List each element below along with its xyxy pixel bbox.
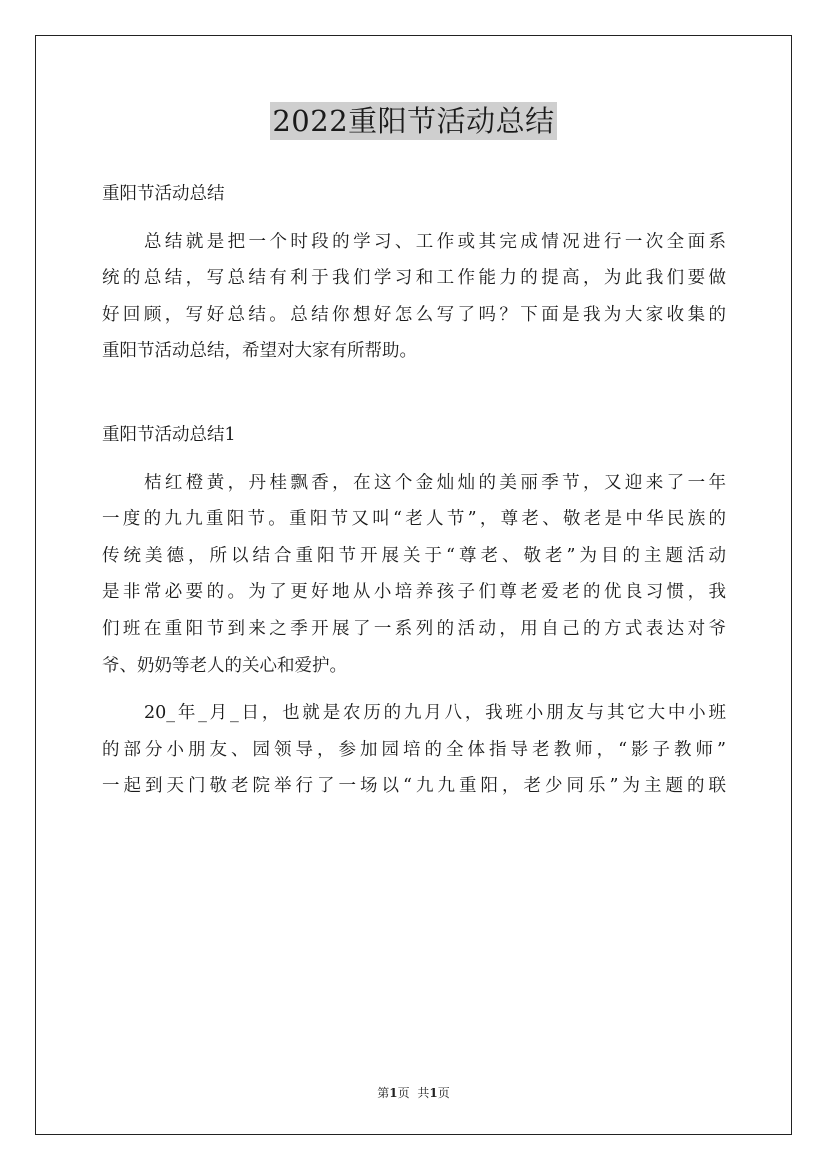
paragraph-line: 一度的九九重阳节。重阳节又叫“老人节”，尊老、敬老是中华民族的 [102, 509, 726, 530]
section1-paragraph-1 [102, 465, 726, 685]
footer-total-prefix: 共 [417, 1086, 430, 1100]
paragraph-line: 是非常必要的。为了更好地从小培养孩子们尊老爱老的优良习惯，我 [102, 582, 726, 603]
section1-paragraph-2 [102, 695, 726, 805]
section-heading: 重阳节活动总结1 [102, 424, 236, 445]
subtitle: 重阳节活动总结 [102, 184, 225, 204]
footer-prefix: 第 [377, 1086, 390, 1100]
paragraph-line: 总结就是把一个时段的学习、工作或其完成情况进行一次全面系 [144, 231, 726, 252]
intro-paragraph [102, 224, 726, 370]
footer-total-suffix: 页 [437, 1086, 450, 1100]
paragraph-line: 的部分小朋友、园领导，参加园培的全体指导老教师，“影子教师” [102, 739, 726, 760]
paragraph-line: 传统美德，所以结合重阳节开展关于“尊老、敬老”为目的主题活动 [102, 545, 726, 566]
paragraph-line: 爷、奶奶等老人的关心和爱护。 [102, 655, 347, 676]
paragraph-line: 一起到天门敬老院举行了一场以“九九重阳，老少同乐”为主题的联 [102, 776, 726, 797]
footer-total-pages: 1 [429, 1086, 438, 1100]
footer-page-suffix: 页 [397, 1086, 410, 1100]
title-area [0, 102, 827, 140]
footer-page-number: 1 [389, 1086, 398, 1100]
paragraph-line: 桔红橙黄，丹桂飘香，在这个金灿灿的美丽季节，又迎来了一年 [144, 472, 726, 493]
document-body [102, 176, 726, 805]
paragraph-line: 20_年_月_日，也就是农历的九月八，我班小朋友与其它大中小班 [144, 703, 726, 724]
paragraph-line: 好回顾，写好总结。总结你想好怎么写了吗？下面是我为大家收集的 [102, 304, 726, 325]
document-title: 2022重阳节活动总结 [272, 104, 555, 138]
paragraph-line: 重阳节活动总结，希望对大家有所帮助。 [102, 341, 417, 362]
paragraph-line: 们班在重阳节到来之季开展了一系列的活动，用自己的方式表达对爷 [102, 618, 726, 639]
paragraph-line: 统的总结，写总结有利于我们学习和工作能力的提高，为此我们要做 [102, 268, 726, 289]
page-footer [0, 1084, 827, 1101]
